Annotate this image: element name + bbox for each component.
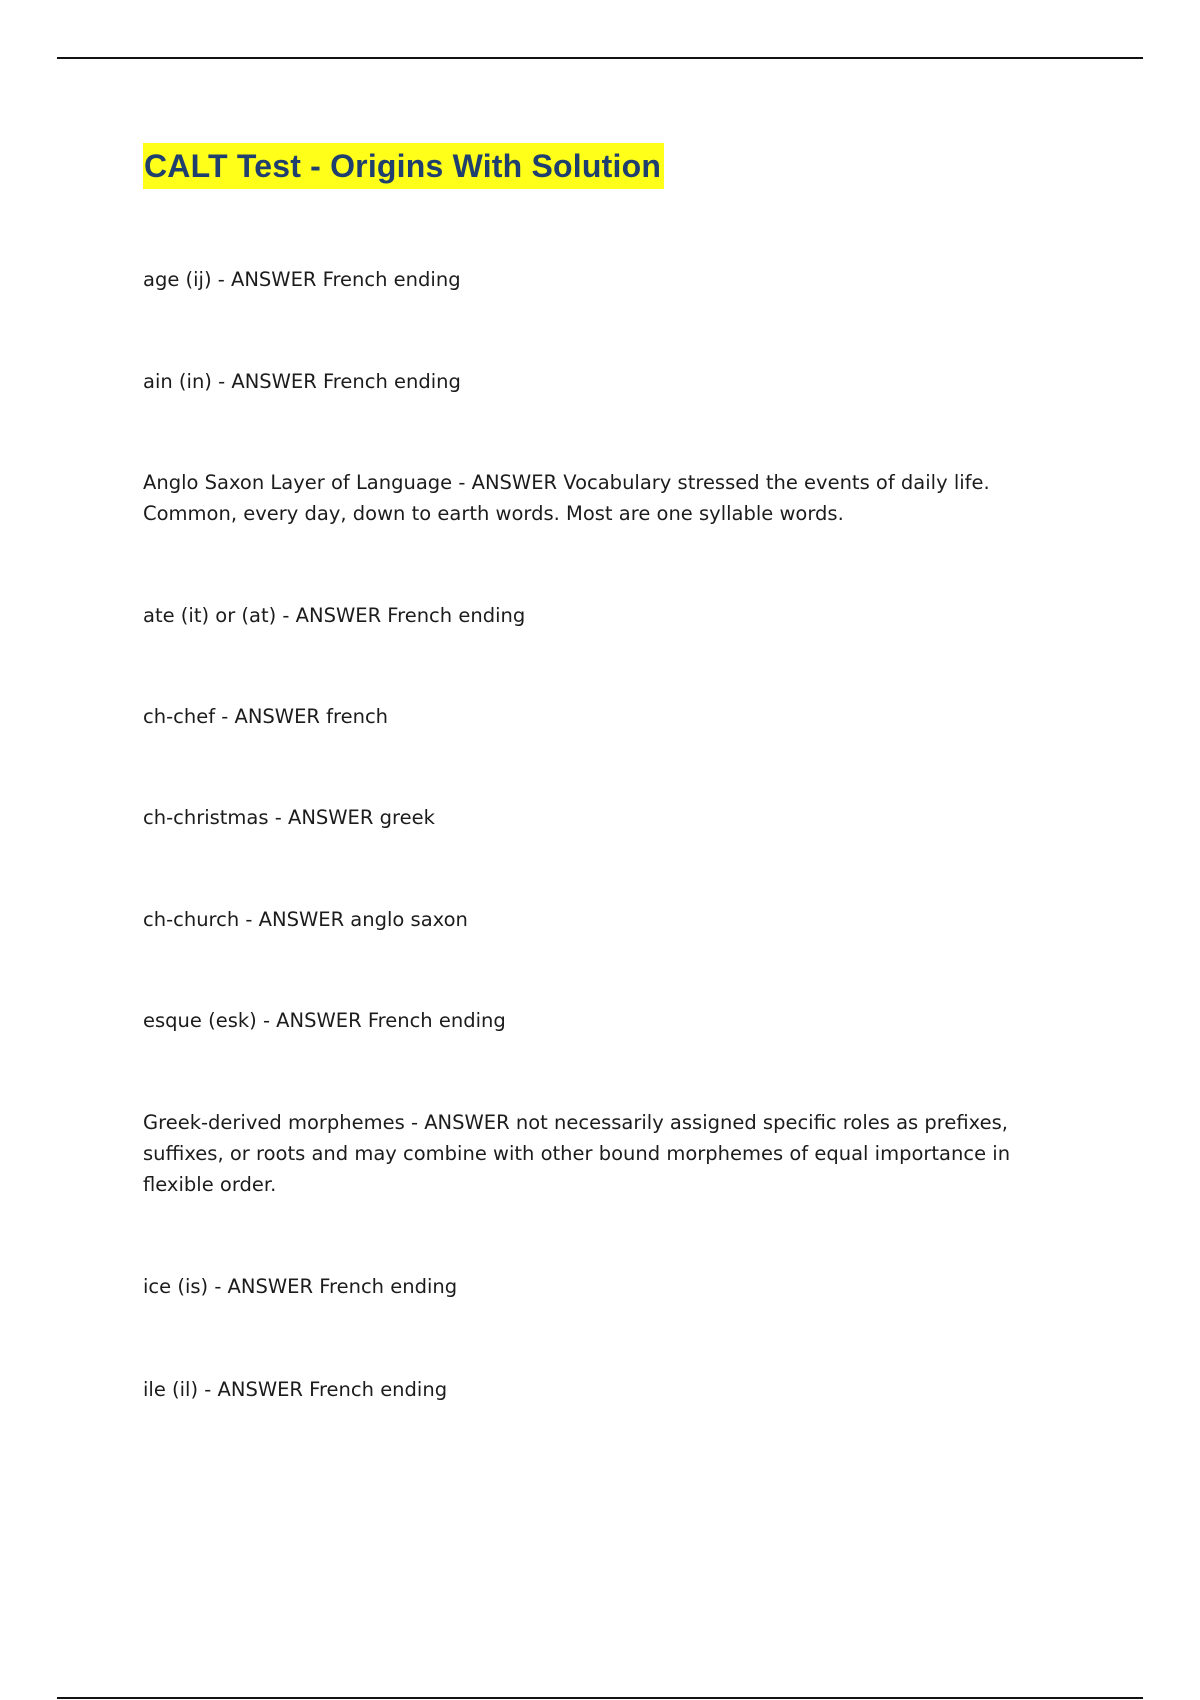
qa-entry-ch-christmas: ch-christmas - ANSWER greek	[143, 806, 435, 829]
qa-entry-ile: ile (il) - ANSWER French ending	[143, 1378, 448, 1401]
qa-entry-ice: ice (is) - ANSWER French ending	[143, 1275, 458, 1298]
qa-entry-ain: ain (in) - ANSWER French ending	[143, 370, 461, 393]
qa-entry-ate: ate (it) or (at) - ANSWER French ending	[143, 604, 526, 627]
footer-rule	[57, 1697, 1143, 1699]
qa-entry-greek-morphemes: Greek-derived morphemes - ANSWER not necessarily assigned specific roles as prefixes, suffixes, or roots and may combine with other bound morphemes of equal importance in flexible order.	[143, 1111, 1011, 1196]
header-rule	[57, 57, 1143, 59]
page-title: CALT Test - Origins With Solution	[143, 143, 664, 189]
title-block	[143, 143, 664, 189]
qa-entry-esque: esque (esk) - ANSWER French ending	[143, 1009, 506, 1032]
qa-entry-anglo-saxon-layer: Anglo Saxon Layer of Language - ANSWER Vocabulary stressed the events of daily life. Common, every day, down to earth words. Most are one syllable words.	[143, 471, 990, 525]
qa-entry-ch-church: ch-church - ANSWER anglo saxon	[143, 908, 468, 931]
qa-entry-age: age (ij) - ANSWER French ending	[143, 268, 461, 291]
qa-entry-ch-chef: ch-chef - ANSWER french	[143, 705, 389, 728]
